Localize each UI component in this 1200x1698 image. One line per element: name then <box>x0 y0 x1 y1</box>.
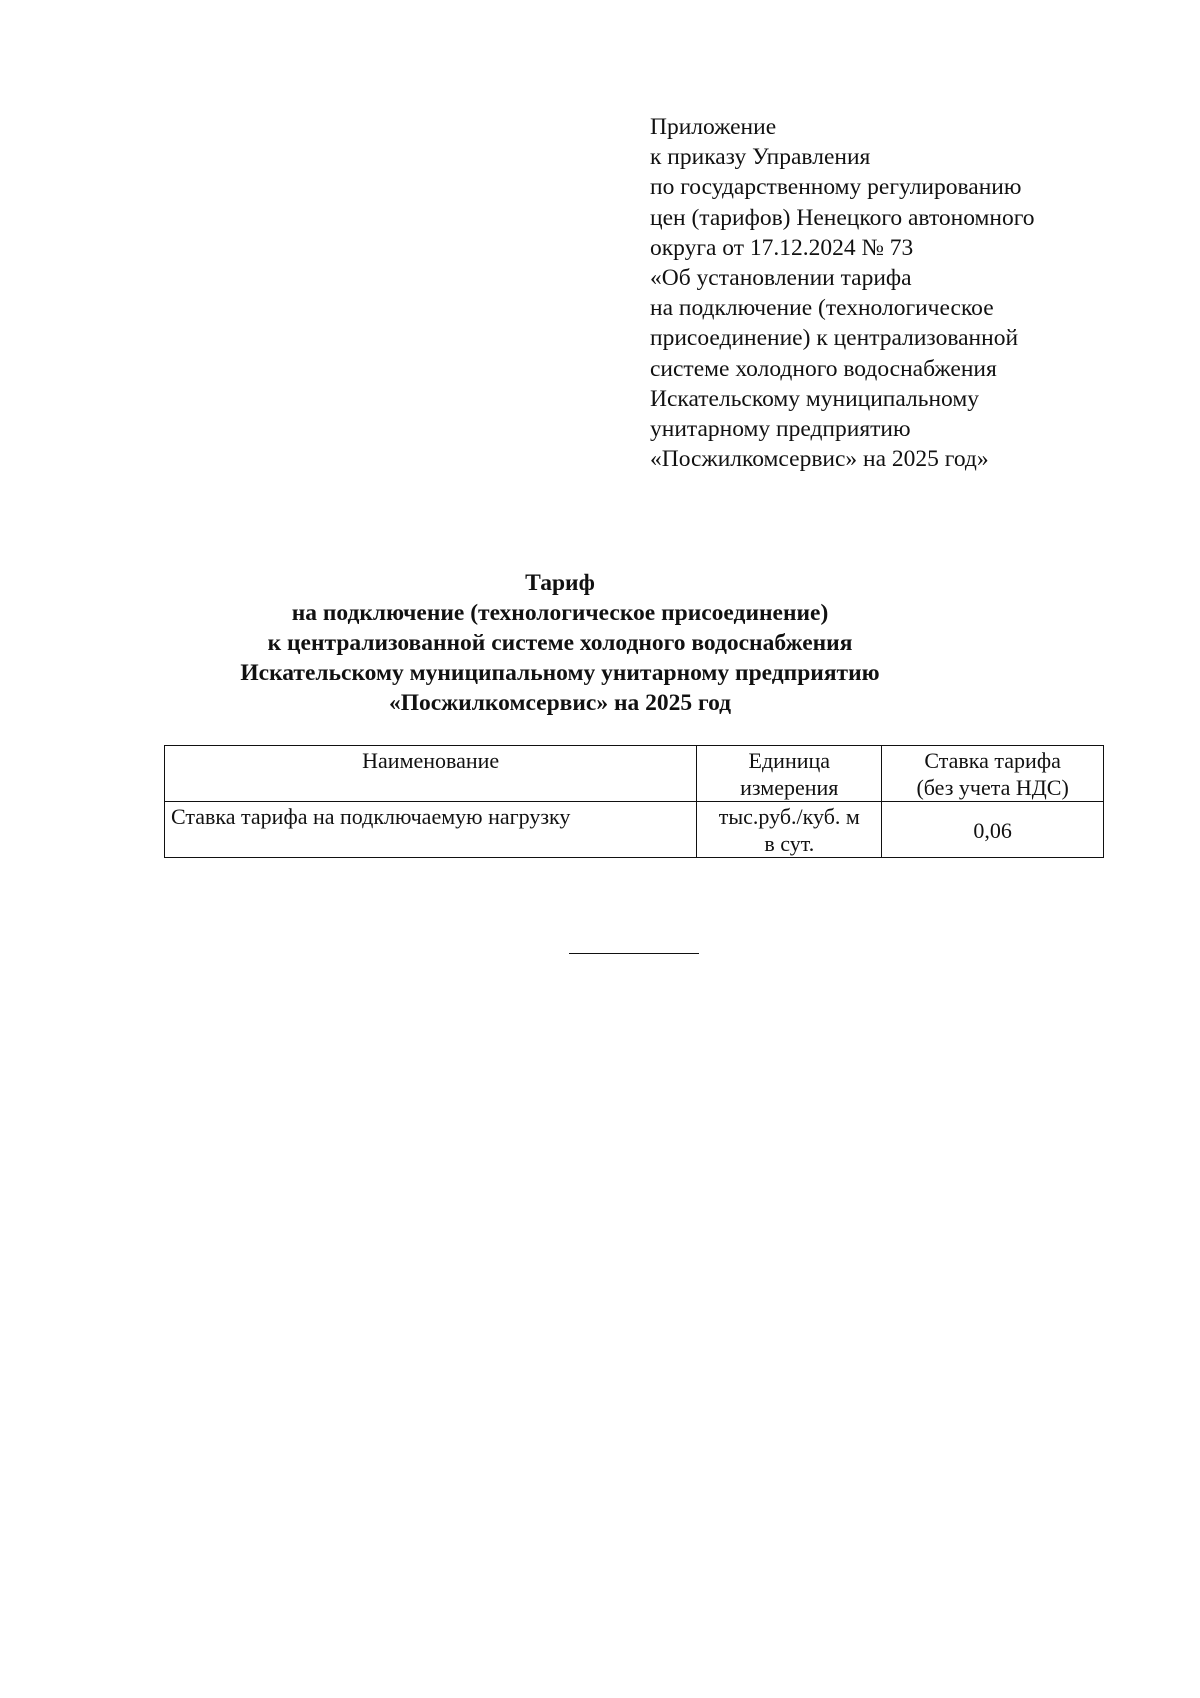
cell-rate-value: 0,06 <box>973 817 1012 843</box>
cell-unit-line: тыс.руб./куб. м <box>718 804 860 829</box>
appendix-line: к приказу Управления <box>650 144 871 171</box>
header-unit-line: измерения <box>740 775 839 800</box>
title-line: Тариф <box>525 570 595 596</box>
cell-rate <box>882 802 1104 858</box>
appendix-line: «Об установлении тарифа <box>650 265 912 292</box>
cell-unit-line: в сут. <box>764 831 815 856</box>
appendix-line: цен (тарифов) Ненецкого автономного <box>650 204 1035 231</box>
cell-name <box>165 802 697 858</box>
header-unit-line: Единица <box>748 748 831 773</box>
cell-name-text: Ставка тарифа на подключаемую нагрузку <box>171 804 571 829</box>
appendix-line: Приложение <box>650 114 777 140</box>
appendix-line: по государственному регулированию <box>650 174 1022 201</box>
appendix-reference <box>650 112 1120 474</box>
title-line: Искательскому муниципальному унитарному предприятию <box>240 660 880 686</box>
document-title <box>160 568 960 718</box>
header-rate-line: (без учета НДС) <box>916 775 1069 800</box>
title-line: к централизованной системе холодного водоснабжения <box>267 630 853 656</box>
header-rate <box>882 746 1104 802</box>
appendix-line: присоединение) к централизованной <box>650 325 1019 352</box>
tariff-table <box>164 745 1104 858</box>
cell-unit <box>697 802 882 858</box>
appendix-line: системе холодного водоснабжения <box>650 355 997 382</box>
appendix-line: на подключение (технологическое <box>650 295 994 322</box>
header-name <box>165 746 697 802</box>
header-rate-line: Ставка тарифа <box>924 748 1061 773</box>
appendix-line: Искательскому муниципальному <box>650 385 979 412</box>
end-divider <box>569 953 699 954</box>
title-line: на подключение (технологическое присоединение) <box>291 600 829 626</box>
table-header-row <box>165 746 1104 802</box>
appendix-line: «Посжилкомсервис» на 2025 год» <box>650 446 989 473</box>
title-line: «Посжилкомсервис» на 2025 год <box>388 690 732 716</box>
header-name-label: Наименование <box>362 748 500 773</box>
table-row <box>165 802 1104 858</box>
appendix-line: унитарному предприятию <box>650 416 911 443</box>
header-unit <box>697 746 882 802</box>
appendix-line: округа от 17.12.2024 № 73 <box>650 234 914 261</box>
